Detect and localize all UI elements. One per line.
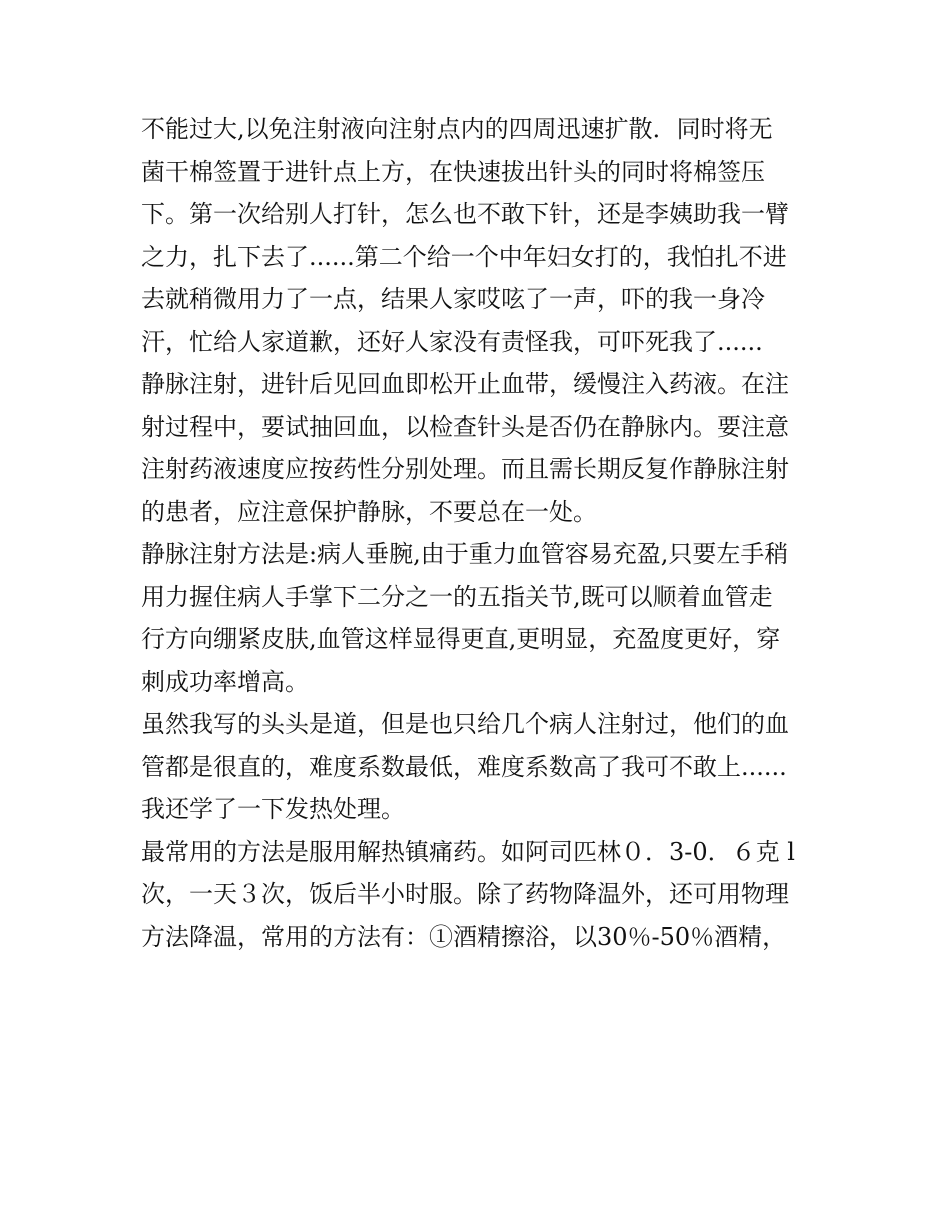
text-line: 下。第一次给别人打针，怎么也不敢下针，还是李姨助我一臂 (141, 200, 789, 228)
text-line: 之力，扎下去了......第二个给一个中年妇女打的，我怕扎不进 (141, 242, 787, 271)
text-line: 去就稍微用力了一点，结果人家哎呟了一声，吓的我一身冷 (141, 285, 765, 313)
text-line: 静脉注射，进针后见回血即松开止血带，缓慢注入药液。在注 (141, 370, 789, 398)
text-line: 不能过大,以免注射液向注射点内的四周迅速扩散．同时将无 (141, 115, 773, 143)
text-line: 的患者，应注意保护静脉，不要总在一处。 (141, 497, 597, 526)
text-line: 用力握住病人手掌下二分之一的五指关节,既可以顺着血管走 (141, 582, 773, 611)
text-line: 静脉注射方法是:病人垂腕,由于重力血管容易充盈,只要左手稍 (141, 540, 789, 568)
text-line: 射过程中，要试抽回血，以检查针头是否仍在静脉内。要注意 (141, 412, 789, 441)
text-line: 方法降温，常用的方法有：①酒精擦浴，以30％-50％酒精， (141, 922, 787, 951)
text-line: 菌干棉签置于进针点上方，在快速拔出针头的同时将棉签压 (141, 157, 765, 186)
text-line: 次，一天３次，饭后半小时服。除了药物降温外，还可用物理 (141, 880, 789, 908)
text-line: 最常用的方法是服用解热镇痛药。如阿司匹林０．3-0．６克 l (141, 837, 795, 866)
text-line: 汗，忙给人家道歉，还好人家没有责怪我，可吓死我了...... (141, 327, 763, 356)
text-line: 虽然我写的头头是道，但是也只给几个病人注射过，他们的血 (141, 710, 789, 738)
text-line: 注射药液速度应按药性分别处理。而且需长期反复作静脉注射 (141, 455, 789, 483)
text-line: 刺成功率增高。 (141, 667, 309, 696)
text-line: 我还学了一下发热处理。 (141, 795, 405, 823)
document-body (141, 108, 813, 958)
text-line: 管都是很直的，难度系数最低，难度系数高了我可不敢上...... (141, 752, 787, 781)
text-line: 行方向绷紧皮肤,血管这样显得更直,更明显，充盈度更好，穿 (141, 625, 781, 653)
